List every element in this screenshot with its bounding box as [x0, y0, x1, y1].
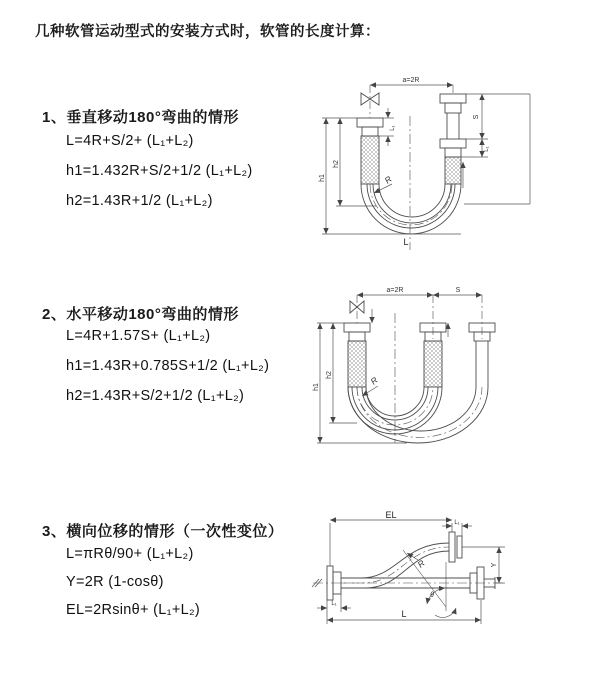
formula-line: L=4R+1.57S+ (L₁+L₂)	[66, 328, 211, 344]
diagram-horizontal-180-bend	[312, 283, 590, 451]
formula-line: h1=1.43R+0.785S+1/2 (L₁+L₂)	[66, 358, 270, 374]
diagram-lateral-displacement	[305, 508, 590, 643]
dim-label-h2: h2	[326, 371, 333, 379]
formula-line: h2=1.43R+S/2+1/2 (L₁+L₂)	[66, 388, 245, 404]
dim-label-s: S	[473, 114, 480, 120]
dim-label-l: L	[403, 237, 409, 247]
dim-label-h2: h2	[333, 160, 340, 168]
hose-drawing	[357, 85, 466, 250]
dim-label-h1: h1	[319, 174, 326, 182]
dim-label-l1-right: L₁	[484, 146, 490, 152]
formula-line: L=4R+S/2+ (L₁+L₂)	[66, 133, 194, 149]
dim-label-l1-left: L₁	[390, 125, 396, 131]
dim-label-r: R	[382, 173, 394, 186]
dim-label-l1-top: L₁	[454, 520, 460, 526]
page-title: 几种软管运动型式的安装方式时，软管的长度计算：	[35, 24, 380, 40]
formula-line: h1=1.432R+S/2+1/2 (L₁+L₂)	[66, 163, 253, 179]
dim-label-l1-bottom: L₁	[331, 601, 337, 607]
formula-line: EL=2Rsinθ+ (L₁+L₂)	[66, 602, 201, 618]
hose-drawing	[312, 532, 503, 611]
section-2-heading: 2、水平移动180°弯曲的情形	[42, 306, 239, 323]
section-1-heading: 1、垂直移动180°弯曲的情形	[42, 109, 239, 126]
hose-drawing	[344, 295, 495, 443]
dim-label-r: R	[415, 557, 427, 570]
dim-label-h1: h1	[313, 383, 320, 391]
dim-label-y: Y	[491, 562, 498, 568]
dimension-lines	[317, 295, 482, 443]
formula-line: Y=2R (1-cosθ)	[66, 574, 164, 590]
dimension-lines	[322, 85, 530, 234]
diagram-vertical-180-bend	[316, 72, 588, 254]
section-3-heading: 3、横向位移的情形（一次性变位）	[42, 523, 284, 540]
formula-line: L=πRθ/90+ (L₁+L₂)	[66, 546, 194, 562]
dim-label-r: R	[368, 374, 380, 387]
dim-label-s: S	[455, 287, 461, 294]
formula-line: h2=1.43R+1/2 (L₁+L₂)	[66, 193, 213, 209]
dim-label-el: EL	[385, 510, 397, 520]
dim-label-a2r: a=2R	[386, 287, 404, 294]
dim-label-theta: θ	[430, 592, 434, 599]
dim-label-a2r: a=2R	[402, 77, 420, 84]
dim-label-l: L	[401, 609, 407, 619]
